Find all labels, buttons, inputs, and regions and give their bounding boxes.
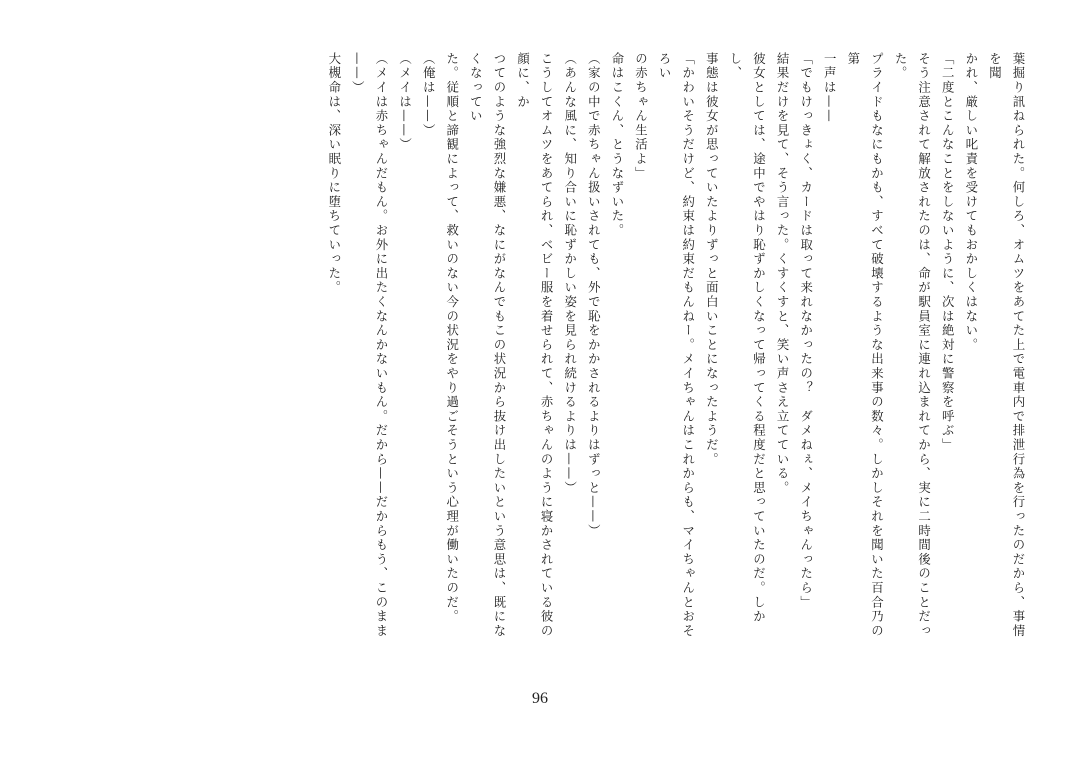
text-line: 彼女としては、途中でやはり恥ずかしくなって帰ってくる程度だと思っていたのだ。しかし、 <box>727 52 767 624</box>
text-line: の赤ちゃん生活よ」 <box>633 52 649 181</box>
text-line: 大槻命は、深い眠りに堕ちていった。 <box>326 52 342 296</box>
text-line: た。従順と諦観によって、救いのない今の状況をやり過ごそうという心理が働いたのだ。 <box>444 52 460 624</box>
text-line: （メイは——） <box>397 52 413 153</box>
text-line: （メイは赤ちゃんだもん。お外に出たくなんかないもん。だから——だからもう、このまま——） <box>350 52 389 639</box>
page-number: 96 <box>532 690 548 707</box>
vertical-text-body <box>322 52 1030 652</box>
text-line: （家の中で赤ちゃん扱いされても、外で恥をかかされるよりはずっと——） <box>586 52 602 539</box>
text-line: プライドもなにもかも、すべて破壊するような出来事の数々。しかしそれを聞いた百合乃の第 <box>845 52 885 639</box>
text-line: （あんな風に、知り合いに恥ずかしい姿を見られ続けるよりは——） <box>562 52 578 496</box>
text-line: 「でもけっきょく、カードは取って来れなかったの？ ダメねぇ、メイちゃんったら」 <box>798 52 814 610</box>
text-line: かれ、厳しい叱責を受けてもおかしくはない。 <box>963 52 979 353</box>
text-line: 一声は—— <box>822 52 838 124</box>
text-line: （俺は——） <box>421 52 437 138</box>
text-line: こうしてオムツをあてられ、ベビー服を着せられて、赤ちゃんのように寝かされている彼の顔に、か <box>515 52 555 639</box>
text-line: 結果だけを見て、そう言った。くすくすと、笑い声さえ立てている。 <box>775 52 791 496</box>
text-line: 葉掘り訊ねられた。何しろ、オムツをあてた上で電車内で排泄行為を行ったのだから、事情を聞 <box>987 52 1026 639</box>
text-line: つてのような強烈な嫌悪、なにがなんでもこの状況から抜け出したいという意思は、既になくなってい <box>468 52 507 639</box>
text-line: 命はこくん、とうなずいた。 <box>609 52 625 238</box>
text-line: 事態は彼女が思っていたよりずっと面白いことになったようだ。 <box>704 52 720 467</box>
text-line: そう注意されて解放されたのは、命が駅員室に連れ込まれてから、実に二時間後のことだった。 <box>893 52 932 639</box>
text-line: 「かわいそうだけど、約束は約束だもんねー。メイちゃんはこれからも、マイちゃんとおそろい <box>657 52 696 639</box>
text-line: 「二度とこんなことをしないように、次は絶対に警察を呼ぶ」 <box>940 52 956 453</box>
